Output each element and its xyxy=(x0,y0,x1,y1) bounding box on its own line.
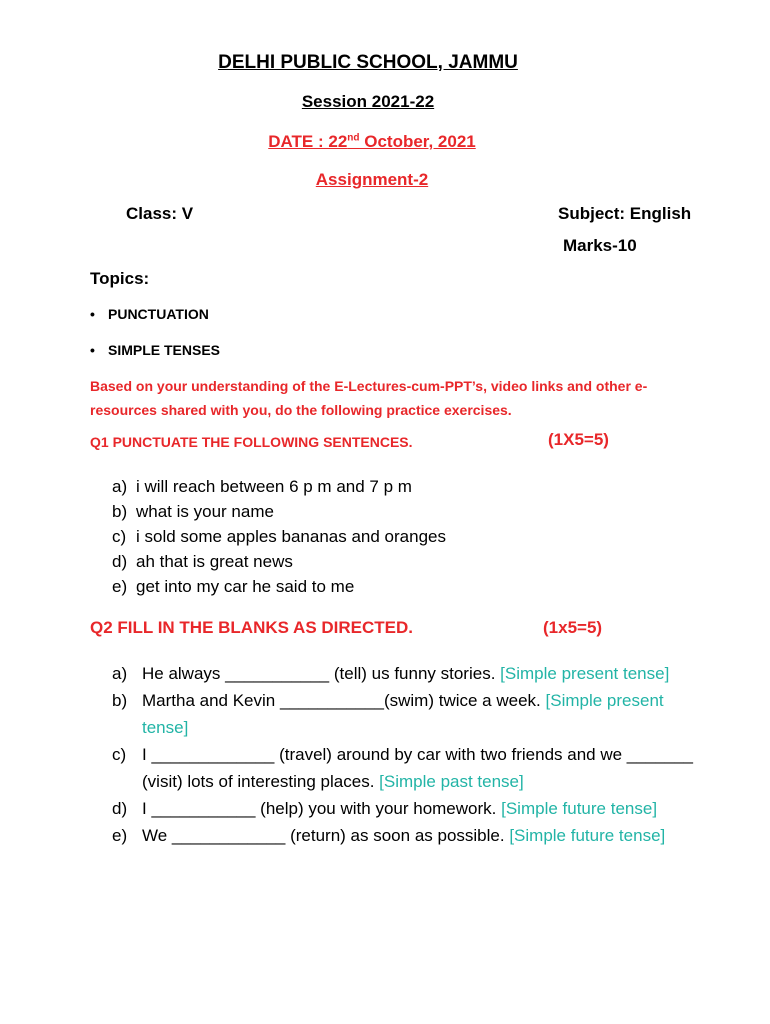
bullet-icon: • xyxy=(90,306,95,322)
q1-list xyxy=(112,474,446,599)
item-text-wrap xyxy=(142,660,712,687)
date-suffix: October, 2021 xyxy=(359,132,476,151)
list-item xyxy=(112,474,446,499)
topics-heading: Topics: xyxy=(90,269,150,288)
list-item xyxy=(112,795,712,822)
item-text-wrap xyxy=(142,822,712,849)
tense-hint: [Simple future tense] xyxy=(509,826,666,845)
list-item xyxy=(112,741,712,795)
q2-title: Q2 FILL IN THE BLANKS AS DIRECTED. xyxy=(90,618,414,637)
item-text: He always ___________ (tell) us funny stories. xyxy=(142,664,496,683)
class-label: Class: V xyxy=(126,204,194,223)
item-text: I _____________ (travel) around by car with two friends and we _______ (visit) lots of interesting places. xyxy=(142,745,693,791)
item-label: c) xyxy=(112,745,127,764)
item-label: d) xyxy=(112,799,128,818)
list-item xyxy=(112,549,446,574)
item-label: a) xyxy=(112,664,128,683)
item-label: a) xyxy=(112,477,128,496)
item-text: what is your name xyxy=(136,502,274,521)
q1-title: Q1 PUNCTUATE THE FOLLOWING SENTENCES. xyxy=(90,434,413,450)
item-label: b) xyxy=(112,691,128,710)
item-text: Martha and Kevin ___________(swim) twice a week. xyxy=(142,691,541,710)
list-item xyxy=(112,574,446,599)
q2-marks: (1x5=5) xyxy=(543,618,603,637)
list-item xyxy=(112,822,712,849)
bullet-icon: • xyxy=(90,342,95,358)
item-label: e) xyxy=(112,826,128,845)
item-text: get into my car he said to me xyxy=(136,577,355,596)
item-text: ah that is great news xyxy=(136,552,293,571)
date-ordinal: nd xyxy=(347,132,360,144)
topic-item xyxy=(90,342,220,358)
item-text-wrap xyxy=(142,741,712,795)
list-item xyxy=(112,499,446,524)
list-item xyxy=(112,660,712,687)
item-text: i sold some apples bananas and oranges xyxy=(136,527,446,546)
school-name: DELHI PUBLIC SCHOOL, JAMMU xyxy=(218,52,518,73)
session-year: Session 2021-22 xyxy=(301,92,435,111)
topic-item xyxy=(90,306,209,322)
subject-label: Subject: English xyxy=(558,204,692,223)
item-label: c) xyxy=(112,527,127,546)
instructions: Based on your understanding of the E-Lectures-cum-PPT’s, video links and other e-resources shared with you, do the following practice exercises. xyxy=(90,378,648,418)
item-label: b) xyxy=(112,502,128,521)
item-label: d) xyxy=(112,552,128,571)
list-item xyxy=(112,687,712,741)
topic-item-label: SIMPLE TENSES xyxy=(108,342,221,358)
item-text: i will reach between 6 p m and 7 p m xyxy=(136,477,412,496)
item-label: e) xyxy=(112,577,128,596)
tense-hint: [Simple future tense] xyxy=(501,799,658,818)
tense-hint: [Simple present tense] xyxy=(500,664,670,683)
tense-hint: [Simple present tense] xyxy=(142,691,664,737)
topic-item-label: PUNCTUATION xyxy=(108,306,209,322)
q1-marks: (1X5=5) xyxy=(548,430,609,449)
q2-list xyxy=(112,660,712,849)
tense-hint: [Simple past tense] xyxy=(379,772,524,791)
item-text: I ___________ (help) you with your homework. xyxy=(142,799,497,818)
marks-label: Marks-10 xyxy=(563,236,637,255)
item-text: We ____________ (return) as soon as possible. xyxy=(142,826,505,845)
item-text-wrap xyxy=(142,687,712,741)
list-item xyxy=(112,524,446,549)
assignment-title: Assignment-2 xyxy=(315,170,429,189)
item-text-wrap xyxy=(142,795,712,822)
date-prefix: DATE : 22 xyxy=(268,132,348,151)
assignment-date xyxy=(0,132,744,152)
